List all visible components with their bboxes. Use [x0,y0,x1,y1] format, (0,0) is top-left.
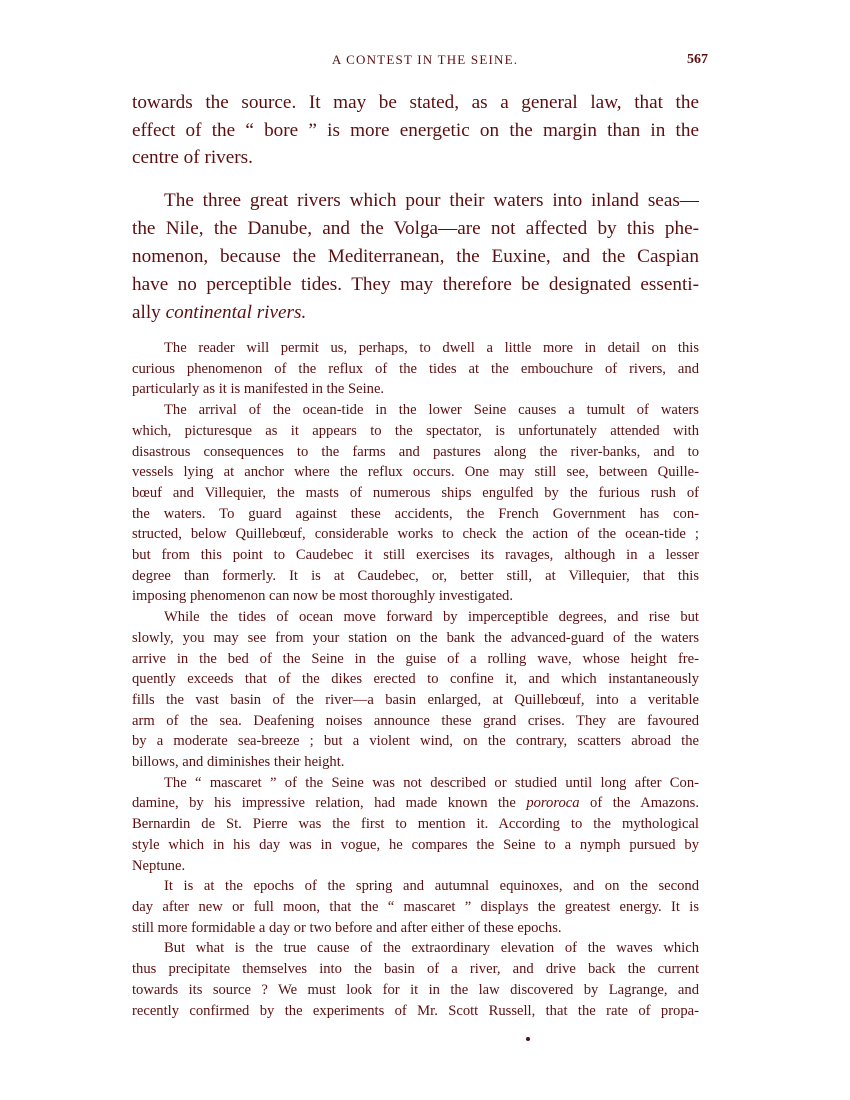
text-line: effect of the “ bore ” is more energetic on the margin than in the [132,119,699,141]
text-line: recently confirmed by the experiments of Mr. Scott Russell, that the rate of propa- [132,1002,699,1019]
italic-phrase: continental rivers. [165,302,307,323]
text-line: While the tides of ocean move forward by imperceptible degrees, and rise but [164,609,699,626]
text-line: arrive in the bed of the Seine in the guise of a rolling wave, whose height fre- [132,650,699,667]
text-line: The reader will permit us, perhaps, to dwell a little more in detail on this [164,340,699,356]
text-line: Neptune. [132,857,186,874]
paragraph-epochs [132,876,699,938]
text-line: towards its source ? We must look for it in the law discovered by Lagrange, and [132,981,699,998]
text-line: centre of rivers. [132,147,253,168]
text-line: billows, and diminishes their height. [132,754,345,771]
text-line: thus precipitate themselves into the basin of a river, and drive back the current [132,961,699,978]
text-line: which, picturesque as it appears to the spectator, is unfortunately attended with [132,422,699,439]
large-paragraph-1 [132,89,699,172]
running-head [0,52,850,72]
running-title: A CONTEST IN THE SEINE. [331,52,519,67]
text-line: degree than formerly. It is at Caudebec, or, better still, at Villequier, that this [132,567,699,584]
text-line: disastrous consequences to the farms and pastures along the river-banks, and to [132,443,699,460]
paragraph-cause [132,938,699,1021]
text-line [132,793,699,814]
text-fragment: ally [132,302,166,323]
text-line: towards the source. It may be stated, as a general law, that the [132,92,699,113]
text-line [132,299,699,327]
text-line: vessels lying at anchor where the reflux occurs. One may still see, between Quille- [132,464,699,481]
text-line: The three great rivers which pour their waters into inland seas— [164,190,699,211]
paragraph-arrival [132,400,699,607]
text-line: but from this point to Caudebec it still exercises its ravages, although in a lesser [132,547,699,564]
text-line: still more formidable a day or two before and after either of these epochs. [132,919,562,936]
text-line: structed, below Quillebœuf, considerable works to check the action of the ocean-tide ; [132,526,699,543]
text-line: The “ mascaret ” of the Seine was not described or studied until long after Con- [164,774,699,791]
text-line: nomenon, because the Mediterranean, the Euxine, and the Caspian [132,246,699,267]
text-line: Bernardin de St. Pierre was the first to mention it. According to the mythological [132,816,699,833]
page-number: 567 [687,52,708,67]
text-line: bœuf and Villequier, the masts of numerous ships engulfed by the furious rush of [132,484,699,501]
text-line: fills the vast basin of the river—a basin enlarged, at Quillebœuf, into a veritable [132,691,699,708]
text-line: day after new or full moon, that the “ mascaret ” displays the greatest energy. It is [132,898,699,915]
text-line: The arrival of the ocean-tide in the lower Seine causes a tumult of waters [164,402,699,419]
small-text-body [132,338,699,1021]
large-paragraph-2 [132,187,699,327]
text-line: But what is the true cause of the extraordinary elevation of the waves which [164,940,699,957]
text-line: slowly, you may see from your station on the bank the advanced-guard of the waters [132,629,699,646]
text-line: by a moderate sea-breeze ; but a violent wind, on the contrary, scatters abroad the [132,733,699,750]
text-fragment: damine, by his impressive relation, had made known the [132,795,527,812]
text-line: have no perceptible tides. They may therefore be designated essenti- [132,274,699,295]
text-line: curious phenomenon of the reflux of the tides at the embouchure of rivers, and [132,360,699,377]
text-line: imposing phenomenon can now be most thoroughly investigated. [132,588,514,605]
text-line: particularly as it is manifested in the Seine. [132,381,385,398]
ink-speck [526,1037,530,1041]
text-line: style which in his day was in vogue, he compares the Seine to a nymph pursued by [132,836,699,853]
italic-phrase: pororoca [526,795,580,812]
text-line: quently exceeds that of the dikes erected to confine it, and which instantaneously [132,671,699,688]
paragraph-reader [132,338,699,400]
text-line: It is at the epochs of the spring and autumnal equinoxes, and on the second [164,878,699,895]
text-line: arm of the sea. Deafening noises announce these grand crises. They are favoured [132,712,699,729]
paragraph-mascaret [132,773,699,877]
text-line: the waters. To guard against these accidents, the French Government has con- [132,505,699,522]
text-line: the Nile, the Danube, and the Volga—are not affected by this phe- [132,218,699,239]
text-fragment: of the Amazons. [579,795,699,812]
paragraph-tides [132,607,699,773]
